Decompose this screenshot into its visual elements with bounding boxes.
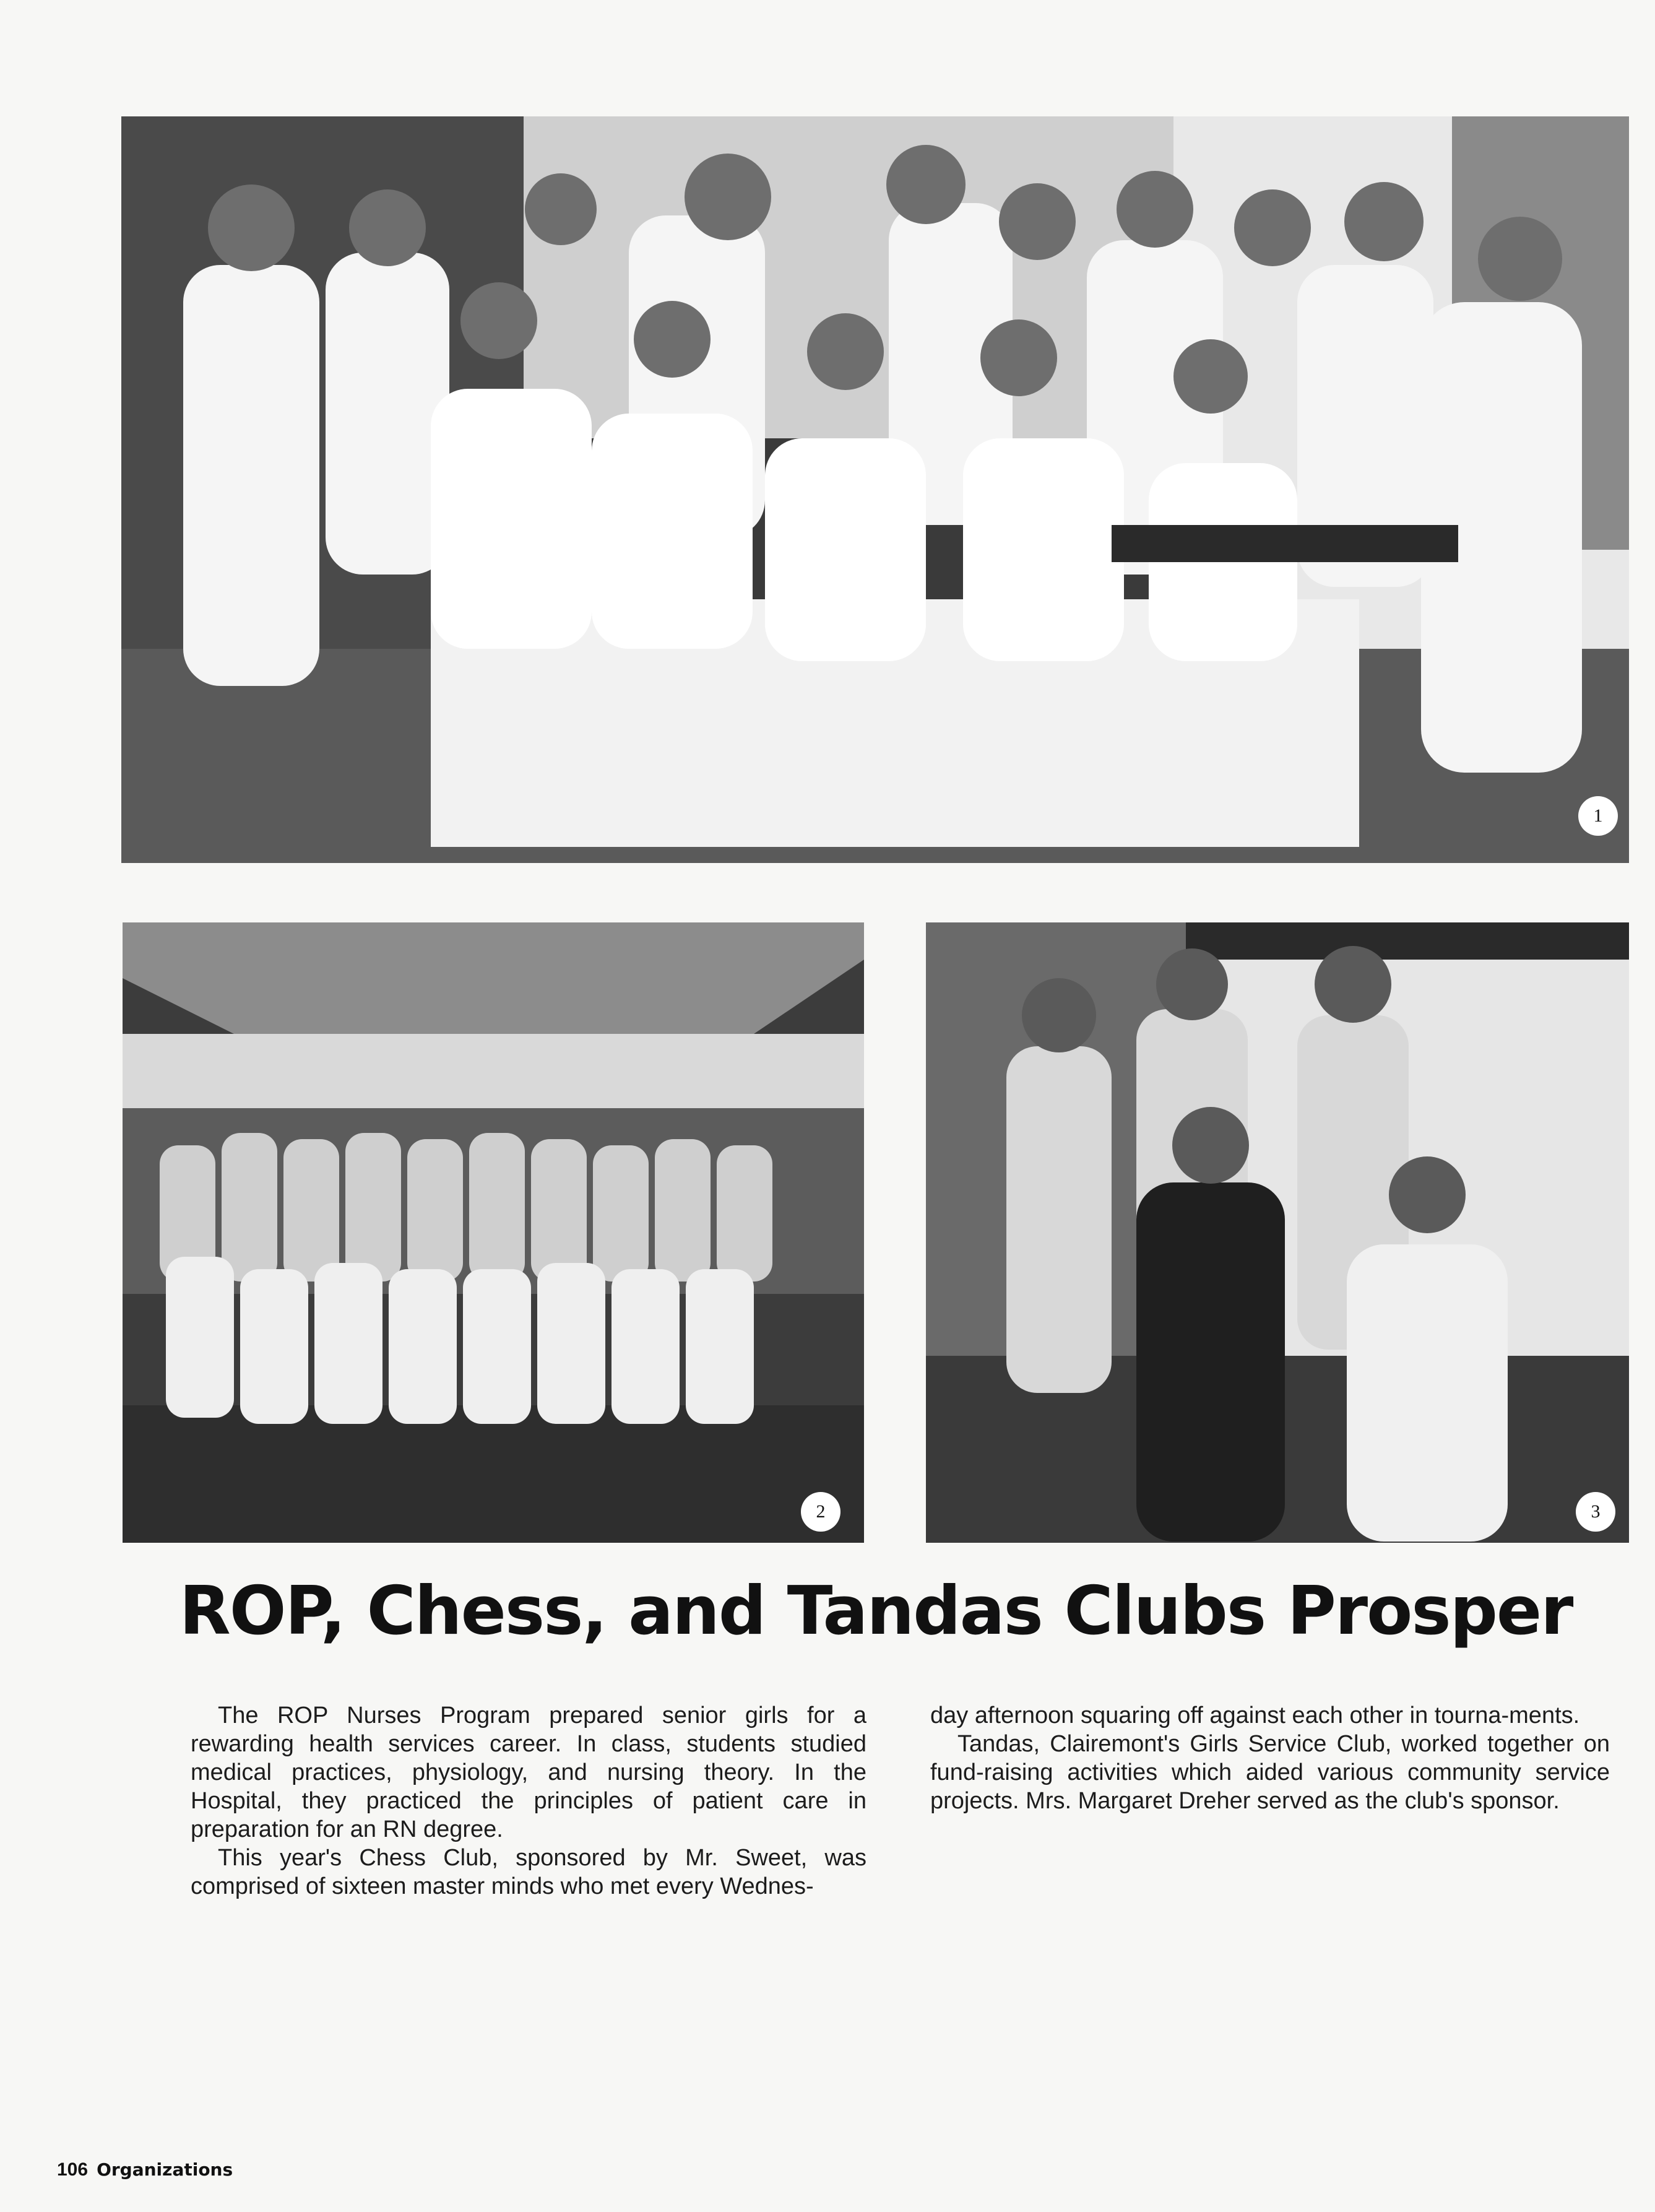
photo-number-2: 2 <box>801 1492 840 1532</box>
paragraph-chess-club: This year's Chess Club, sponsored by Mr. Sweet, was comprised of sixteen master minds who met every Wednes- <box>191 1845 866 1899</box>
photo-chess-club-image <box>123 922 864 1543</box>
photo-number-1: 1 <box>1578 796 1618 836</box>
photo-number-3: 3 <box>1576 1492 1615 1532</box>
paragraph-rop-nurses: The ROP Nurses Program prepared senior girls for a rewarding health services career. In class, students studied medical practices, physiology, and nursing theory. In the Hospital, they practiced the principles of patient care in preparation for an RN degree. <box>191 1702 866 1842</box>
photo-tandas-club-image <box>926 922 1629 1543</box>
photo-chess-club <box>123 922 864 1543</box>
paragraph-chess-club-cont: day afternoon squaring off against each other in tourna-ments. <box>930 1702 1580 1728</box>
page-number: 106 <box>57 2159 89 2180</box>
page-headline: ROP, Chess, and Tandas Clubs Prosper <box>179 1572 1573 1650</box>
section-name: Organizations <box>97 2159 233 2180</box>
photo-rop-nurses <box>121 116 1629 863</box>
photo-rop-nurses-image <box>121 116 1629 863</box>
page-footer <box>57 2159 233 2180</box>
paragraph-tandas: Tandas, Clairemont's Girls Service Club, worked together on fund-raising activities which aided various community service projects. Mrs. Margaret Dreher served as the club's sponsor. <box>930 1731 1610 1814</box>
body-column-right <box>930 1701 1610 1815</box>
body-column-left <box>191 1701 866 1901</box>
photo-tandas-club <box>926 922 1629 1543</box>
